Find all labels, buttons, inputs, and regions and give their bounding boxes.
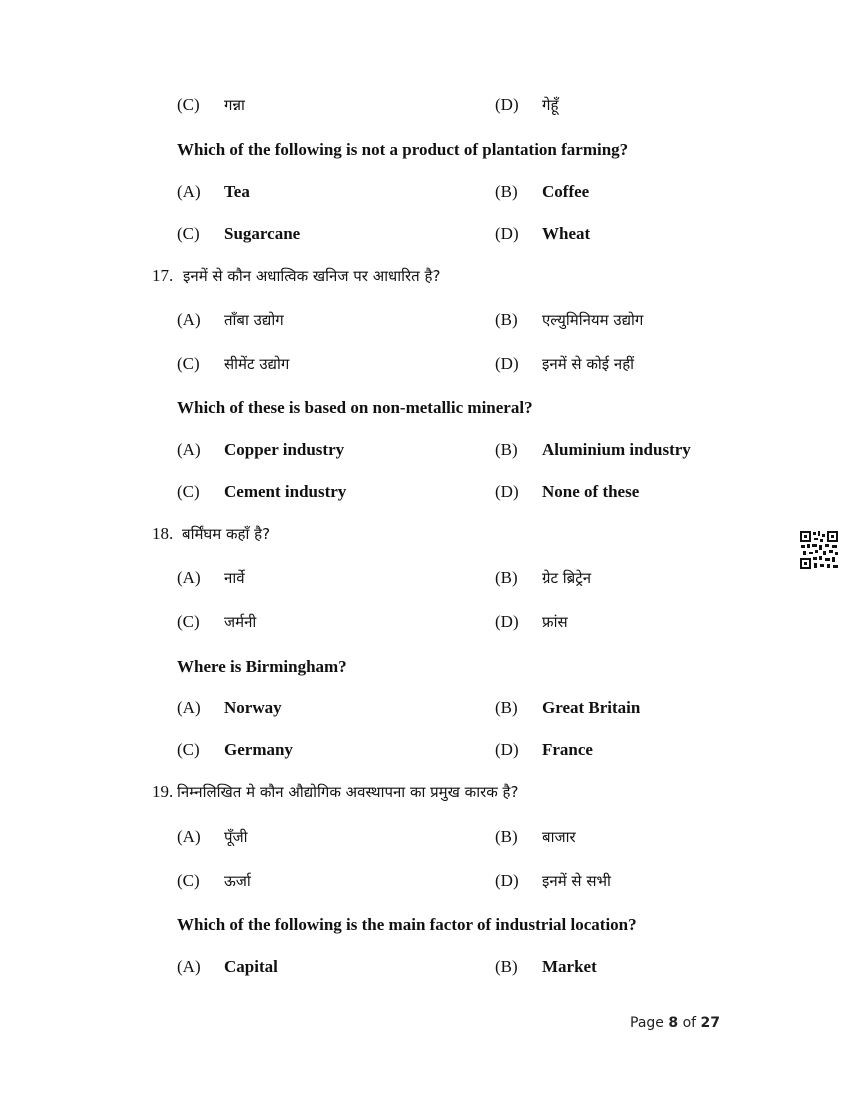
option-label: (D): [495, 871, 519, 890]
q18-en-question: [0, 654, 850, 680]
q17-en-options-row-1: [0, 437, 850, 463]
option-text: Tea: [224, 182, 250, 201]
option-text: Coffee: [542, 182, 590, 201]
option-text: जर्मनी: [224, 613, 257, 631]
page-indicator: [630, 1015, 720, 1031]
question-text: Where is Birmingham?: [177, 657, 347, 676]
option-text: ताँबा उद्योग: [224, 311, 284, 329]
option-text: Capital: [224, 957, 278, 976]
option-label: (B): [495, 182, 518, 201]
option-text: पूँजी: [224, 828, 248, 846]
option-text: एल्युमिनियम उद्योग: [542, 311, 644, 329]
option-text: Market: [542, 957, 597, 976]
option-label: (B): [495, 957, 518, 976]
total-pages: 27: [700, 1015, 720, 1031]
option-label: (D): [495, 224, 519, 243]
q18-hi-options-row-1: [0, 565, 850, 591]
q16-hi-options-row-2: [0, 92, 850, 118]
q18-en-options-row-1: [0, 695, 850, 721]
question-text: Which of the following is not a product of plantation farming?: [177, 140, 629, 159]
option-text: France: [542, 740, 593, 759]
of-word: of: [682, 1015, 697, 1031]
q19-hi-question: [0, 779, 850, 805]
option-label: (A): [177, 698, 201, 717]
q18-hi-options-row-2: [0, 609, 850, 635]
question-text: निम्नलिखित मे कौन औद्योगिक अवस्थापना का प्रमुख कारक है?: [177, 783, 519, 801]
q17-hi-options-row-2: [0, 351, 850, 377]
option-text: Aluminium industry: [542, 440, 691, 459]
question-number: 19.: [152, 782, 174, 801]
option-label: (C): [177, 612, 200, 631]
option-label: (D): [495, 612, 519, 631]
option-text: ग्रेट ब्रिट्रेन: [542, 569, 592, 587]
option-text: इनमें से कोई नहीं: [542, 355, 635, 373]
option-text: Cement industry: [224, 482, 347, 501]
question-text: बर्मिंघम कहाँ है?: [182, 525, 271, 543]
option-label: (A): [177, 957, 201, 976]
q16-en-question: [0, 137, 850, 163]
option-text: सीमेंट उद्योग: [224, 355, 290, 373]
option-text: Norway: [224, 698, 282, 717]
option-label: (D): [495, 482, 519, 501]
q16-en-options-row-2: [0, 221, 850, 247]
q17-en-options-row-2: [0, 479, 850, 505]
question-number: 18.: [152, 524, 174, 543]
option-label: (B): [495, 568, 518, 587]
option-text: Copper industry: [224, 440, 345, 459]
option-label: (A): [177, 182, 201, 201]
option-text: None of these: [542, 482, 640, 501]
option-text: नार्वे: [224, 569, 245, 587]
option-label: (B): [495, 698, 518, 717]
qr-code-icon: [799, 530, 839, 570]
option-text: Sugarcane: [224, 224, 301, 243]
q19-en-options-row-1: [0, 954, 850, 980]
option-text: गेहूँ: [542, 96, 559, 114]
option-label: (A): [177, 827, 201, 846]
option-text: Wheat: [542, 224, 591, 243]
q16-en-options-row-1: [0, 179, 850, 205]
q19-en-question: [0, 912, 850, 938]
option-label: (A): [177, 568, 201, 587]
question-text: इनमें से कौन अधात्विक खनिज पर आधारित है?: [183, 267, 441, 285]
option-text: बाजार: [542, 828, 576, 846]
option-label: (C): [177, 740, 200, 759]
q17-hi-options-row-1: [0, 307, 850, 333]
option-label: (B): [495, 440, 518, 459]
q17-en-question: [0, 395, 850, 421]
option-label: (C): [177, 95, 200, 114]
current-page: 8: [668, 1015, 679, 1031]
option-label: (C): [177, 482, 200, 501]
option-label: (D): [495, 354, 519, 373]
q19-hi-options-row-2: [0, 868, 850, 894]
option-text: ऊर्जा: [224, 872, 251, 890]
option-text: गन्ना: [224, 96, 245, 114]
q18-hi-question: [0, 521, 850, 547]
q17-hi-question: [0, 263, 850, 289]
option-label: (C): [177, 224, 200, 243]
option-label: (B): [495, 310, 518, 329]
page-word: Page: [630, 1015, 664, 1031]
option-text: फ्रांस: [542, 613, 568, 631]
q19-hi-options-row-1: [0, 824, 850, 850]
option-text: इनमें से सभी: [542, 872, 611, 890]
q18-en-options-row-2: [0, 737, 850, 763]
option-label: (B): [495, 827, 518, 846]
question-text: Which of the following is the main factor of industrial location?: [177, 915, 637, 934]
option-label: (D): [495, 95, 519, 114]
question-text: Which of these is based on non-metallic mineral?: [177, 398, 533, 417]
option-label: (A): [177, 440, 201, 459]
option-label: (C): [177, 354, 200, 373]
option-label: (D): [495, 740, 519, 759]
question-number: 17.: [152, 266, 174, 285]
option-text: Great Britain: [542, 698, 641, 717]
option-text: Germany: [224, 740, 293, 759]
option-label: (A): [177, 310, 201, 329]
option-label: (C): [177, 871, 200, 890]
